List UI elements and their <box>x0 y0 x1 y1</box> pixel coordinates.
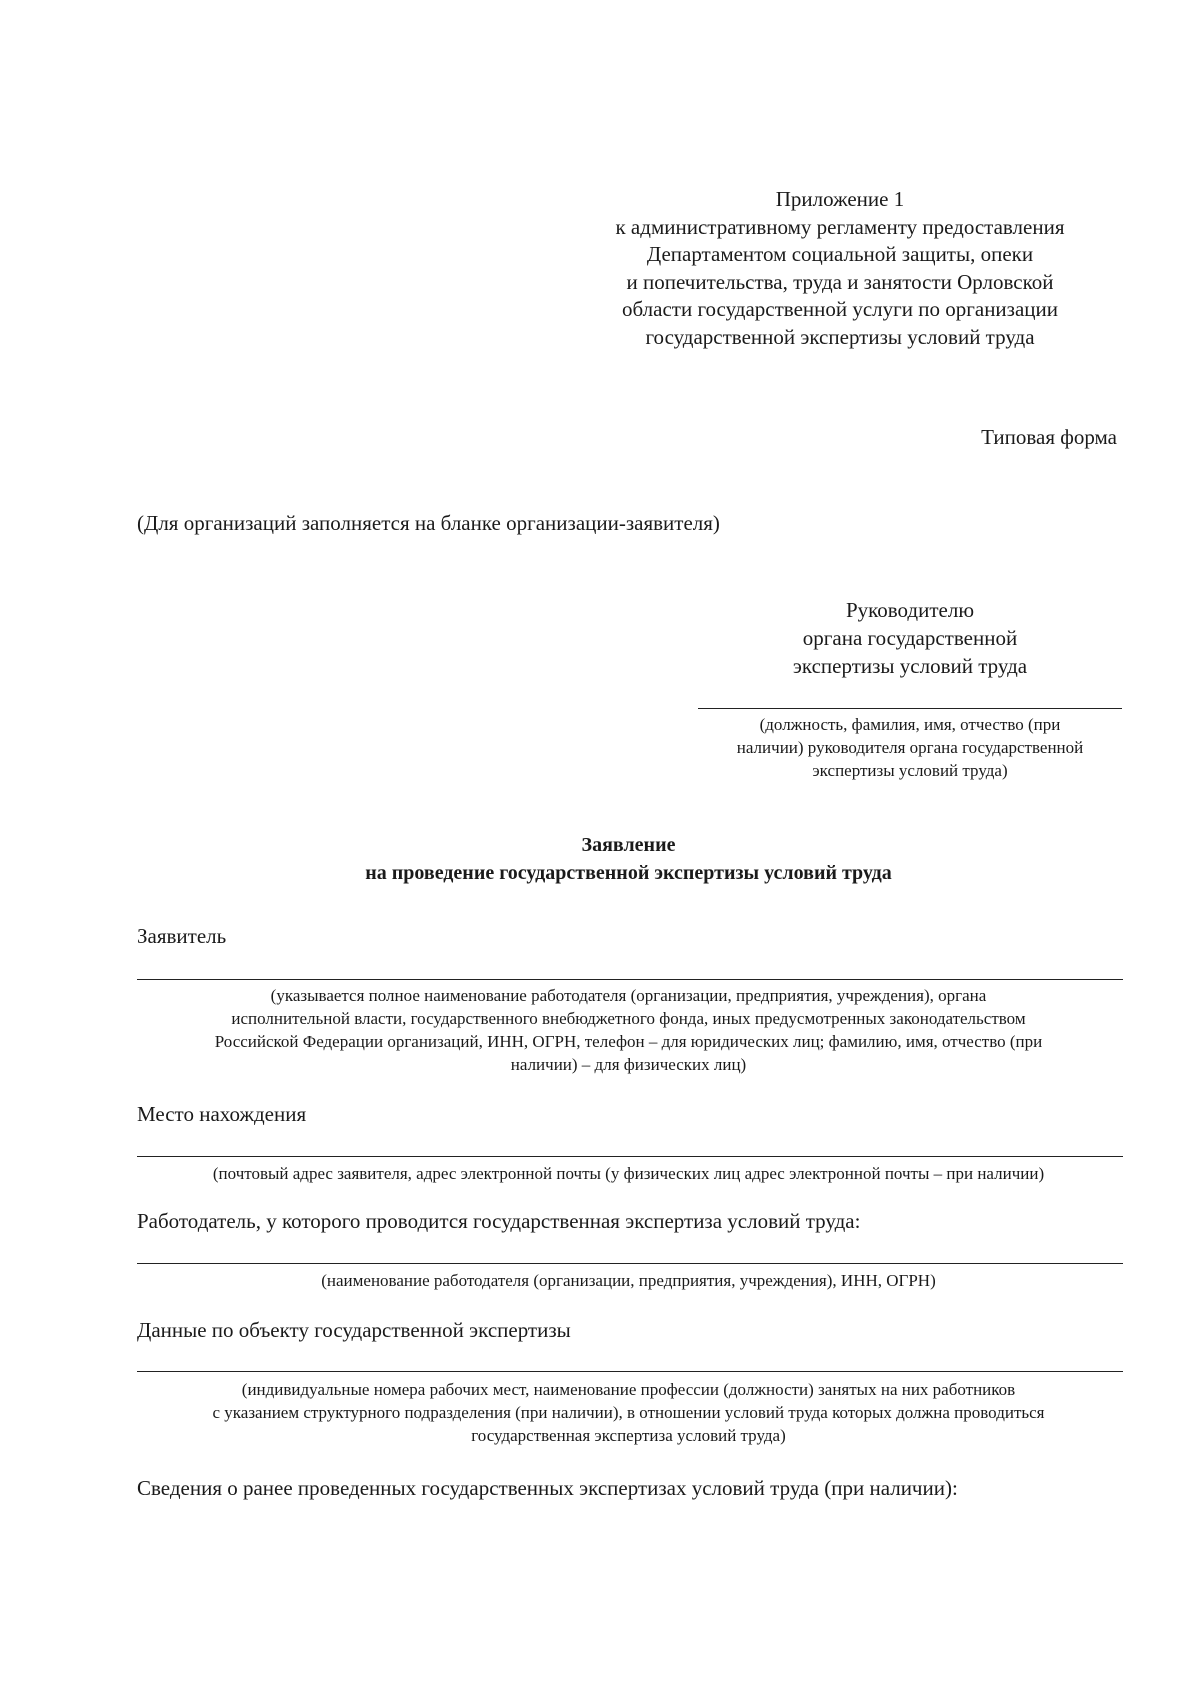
applicant-label: Заявитель <box>137 924 227 948</box>
caption-line: (индивидуальные номера рабочих мест, наименование профессии (должности) занятых на них работников <box>241 1380 1016 1399</box>
location-label: Место нахождения <box>137 1102 307 1126</box>
applicant-caption <box>137 984 1120 1076</box>
caption-line: (должность, фамилия, имя, отчество (при <box>759 715 1061 734</box>
blank-note: (Для организаций заполняется на бланке организации-заявителя) <box>137 511 720 535</box>
appendix-header <box>560 186 1120 351</box>
addressee-line: экспертизы условий труда <box>792 654 1028 678</box>
applicant-fill-line[interactable] <box>137 979 1123 980</box>
location-fill-line[interactable] <box>137 1156 1123 1157</box>
object-data-label: Данные по объекту государственной экспертизы <box>137 1318 571 1342</box>
caption-line: наличии) руководителя органа государственной <box>736 738 1084 757</box>
addressee-caption <box>690 713 1130 782</box>
document-subtitle: на проведение государственной экспертизы условий труда <box>365 862 892 884</box>
employer-caption: (наименование работодателя (организации, предприятия, учреждения), ИНН, ОГРН) <box>321 1271 936 1290</box>
addressee-line: органа государственной <box>802 626 1018 650</box>
appendix-line: Приложение 1 <box>775 187 905 211</box>
caption-line: Российской Федерации организаций, ИНН, ОГРН, телефон – для юридических лиц; фамилию, имя, отчество (при <box>214 1032 1043 1051</box>
object-data-fill-line[interactable] <box>137 1371 1123 1372</box>
employer-label: Работодатель, у которого проводится государственная экспертиза условий труда: <box>137 1209 861 1233</box>
object-data-caption <box>137 1378 1120 1447</box>
caption-line: исполнительной власти, государственного внебюджетного фонда, иных предусмотренных законодательством <box>231 1009 1026 1028</box>
previous-expertise-label: Сведения о ранее проведенных государственных экспертизах условий труда (при наличии): <box>137 1476 958 1500</box>
caption-line: с указанием структурного подразделения (при наличии), в отношении условий труда которых должна проводиться <box>212 1403 1045 1422</box>
appendix-line: и попечительства, труда и занятости Орловской <box>626 269 1054 294</box>
appendix-line: Департаментом социальной защиты, опеки <box>646 242 1034 266</box>
caption-line: (указывается полное наименование работодателя (организации, предприятия, учреждения), органа <box>270 986 987 1005</box>
location-caption: (почтовый адрес заявителя, адрес электронной почты (у физических лиц адрес электронной почты – при наличии) <box>212 1164 1045 1183</box>
caption-line: экспертизы условий труда) <box>812 761 1008 780</box>
addressee-block <box>700 596 1120 680</box>
appendix-line: государственной экспертизы условий труда <box>645 324 1035 349</box>
document-title: Заявление <box>581 834 676 856</box>
form-type-label: Типовая форма <box>981 425 1117 449</box>
addressee-line: Руководителю <box>845 598 975 622</box>
caption-line: государственная экспертиза условий труда) <box>471 1426 786 1445</box>
appendix-line: к административному регламенту предоставления <box>615 214 1065 239</box>
appendix-line: области государственной услуги по организации <box>622 297 1058 321</box>
caption-line: наличии) – для физических лиц) <box>510 1055 747 1074</box>
employer-fill-line[interactable] <box>137 1263 1123 1264</box>
addressee-fill-line[interactable] <box>698 708 1122 709</box>
